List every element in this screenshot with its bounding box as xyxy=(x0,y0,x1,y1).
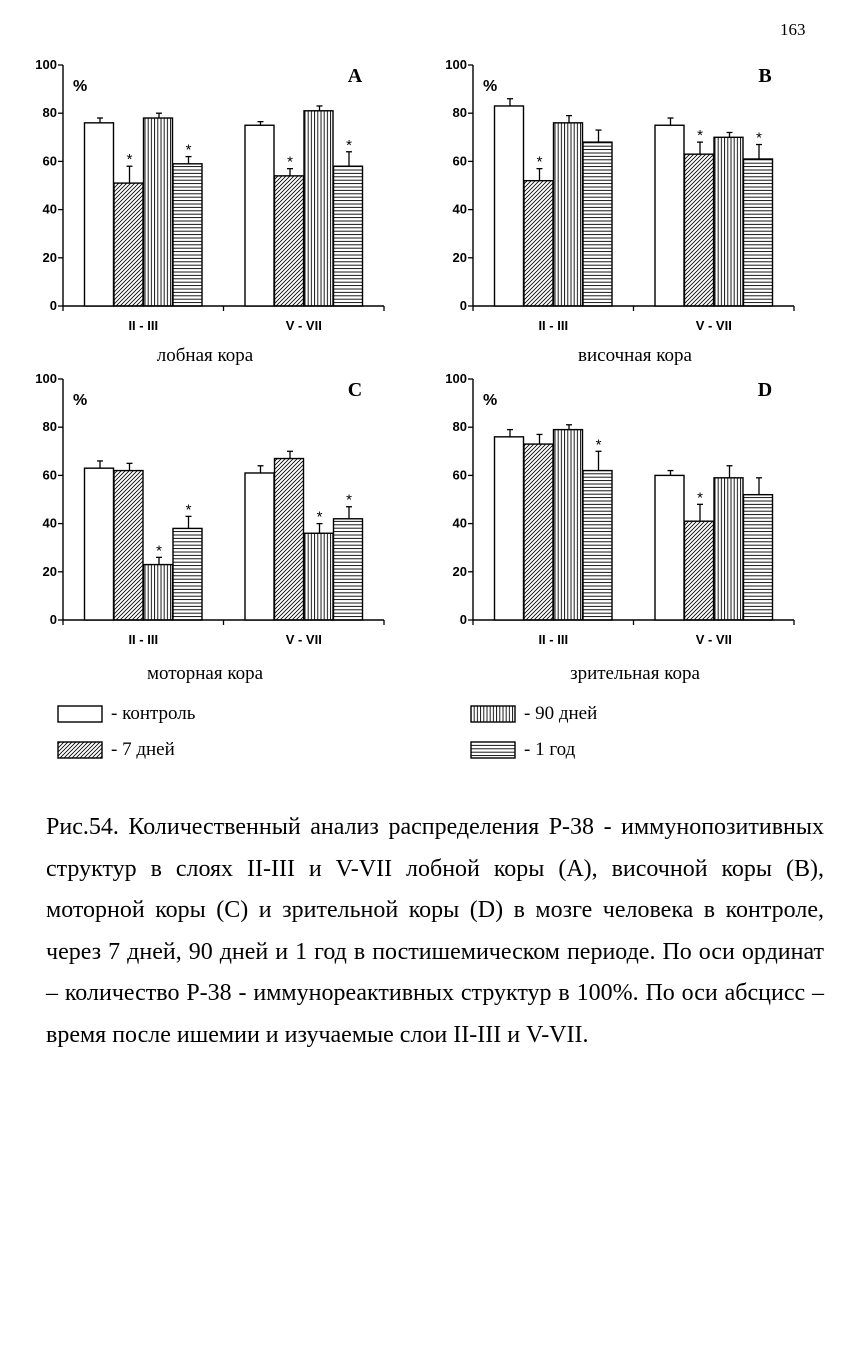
y-tick-label: 100 xyxy=(35,57,57,72)
y-tick-label: 80 xyxy=(452,419,467,435)
y-tick-label: 0 xyxy=(49,298,57,313)
chart-d xyxy=(410,364,810,669)
chart-c-svg xyxy=(0,364,400,664)
y-tick-label: 60 xyxy=(452,153,467,169)
bar-days7 xyxy=(275,176,304,306)
legend-swatch-rect xyxy=(58,742,102,758)
legend-item-90days xyxy=(470,703,597,725)
y-tick-label: 60 xyxy=(452,467,467,483)
y-unit-label: % xyxy=(73,78,88,95)
chart-c-caption: моторная кора xyxy=(146,663,264,684)
bar-year1 xyxy=(744,495,773,620)
bar-year1 xyxy=(583,471,612,620)
y-unit-label: % xyxy=(483,392,498,409)
legend-label-control: - контроль xyxy=(111,703,196,724)
bar-days7 xyxy=(114,183,143,306)
legend-swatch-1year xyxy=(470,741,516,759)
bar-year1 xyxy=(334,166,363,306)
bar-year1 xyxy=(334,519,363,620)
category-label: II - III xyxy=(128,632,159,647)
category-label: V - VII xyxy=(285,632,322,647)
legend-item-control xyxy=(57,703,195,725)
category-label: V - VII xyxy=(695,632,732,647)
significance-star: * xyxy=(536,153,543,171)
chart-c xyxy=(0,364,400,669)
bar-control xyxy=(655,475,684,620)
significance-star: * xyxy=(316,508,323,526)
legend-swatch-rect xyxy=(471,706,515,722)
legend-label-90days: - 90 дней xyxy=(524,703,598,724)
chart-d-caption: зрительная кора xyxy=(570,663,700,684)
chart-a-svg xyxy=(0,50,400,350)
y-tick-label: 100 xyxy=(445,371,467,386)
category-label: II - III xyxy=(128,318,159,333)
bar-days7 xyxy=(275,459,304,620)
legend-item-1year xyxy=(470,739,575,761)
y-tick-label: 20 xyxy=(452,563,467,579)
bar-days90 xyxy=(714,478,743,620)
legend-label-1year: - 1 год xyxy=(524,739,576,760)
bar-days7 xyxy=(524,181,553,306)
bar-days7 xyxy=(114,471,143,620)
y-tick-label: 0 xyxy=(459,612,467,627)
legend-swatch-7days xyxy=(57,741,103,759)
y-tick-label: 40 xyxy=(42,201,57,217)
significance-star: * xyxy=(697,489,703,507)
bar-year1 xyxy=(173,164,202,306)
y-tick-label: 80 xyxy=(42,105,57,121)
bar-days7 xyxy=(685,521,714,620)
panel-label: B xyxy=(758,65,772,87)
chart-b xyxy=(410,50,810,355)
y-tick-label: 40 xyxy=(452,515,467,531)
category-label: II - III xyxy=(538,318,569,333)
legend-swatch-rect xyxy=(471,742,515,758)
bar-control xyxy=(245,125,274,306)
chart-a-caption: лобная кора xyxy=(156,345,254,366)
bar-days90 xyxy=(714,137,743,306)
bar-control xyxy=(245,473,274,620)
bar-control xyxy=(85,468,114,620)
y-tick-label: 80 xyxy=(452,105,467,121)
legend-item-7days xyxy=(57,739,175,761)
panel-label: D xyxy=(757,379,773,401)
chart-b-caption: височная кора xyxy=(578,345,692,366)
significance-star: * xyxy=(156,542,162,560)
y-tick-label: 0 xyxy=(459,298,467,313)
significance-star: * xyxy=(756,129,762,147)
y-unit-label: % xyxy=(73,392,88,409)
significance-star: * xyxy=(595,436,602,454)
y-tick-label: 0 xyxy=(49,612,57,627)
bar-control xyxy=(85,123,114,306)
y-tick-label: 20 xyxy=(42,563,57,579)
chart-b-svg xyxy=(410,50,810,350)
legend-swatch-rect xyxy=(58,706,102,722)
panel-label: C xyxy=(347,379,363,401)
bar-control xyxy=(655,125,684,306)
significance-star: * xyxy=(346,136,352,154)
y-tick-label: 100 xyxy=(445,57,467,72)
category-label: II - III xyxy=(538,632,569,647)
bar-days90 xyxy=(554,123,583,306)
bar-days90 xyxy=(144,565,173,620)
chart-d-svg xyxy=(410,364,810,664)
y-tick-label: 40 xyxy=(452,201,467,217)
bar-year1 xyxy=(744,159,773,306)
y-tick-label: 80 xyxy=(42,419,57,435)
bar-control xyxy=(495,106,524,306)
y-tick-label: 100 xyxy=(35,371,57,386)
page-number: 163 xyxy=(780,20,806,39)
category-label: V - VII xyxy=(695,318,732,333)
figure-caption: Рис.54. Количественный анализ распределения Р-38 - иммунопозитивных структур в слоях II-III и V-VII лобной коры (А), височной коры (В), моторной коры (С) и зрительной коры (D) в мозге человека в контроле, через 7 дней, 90 дней и 1 год в постишемическом периоде. По оси ординат – количество Р-38 - иммунореактивных структур в 100%. По оси абсцисс – время после ишемии и изучаемые слои II-III и V-VII. xyxy=(46,814,824,1048)
significance-star: * xyxy=(126,151,133,169)
bar-days90 xyxy=(144,118,173,306)
significance-star: * xyxy=(697,127,703,145)
y-tick-label: 20 xyxy=(452,249,467,265)
bar-days7 xyxy=(685,154,714,306)
bar-control xyxy=(495,437,524,620)
legend-swatch-control xyxy=(57,705,103,723)
bar-days90 xyxy=(304,111,333,306)
significance-star: * xyxy=(287,153,293,171)
significance-star: * xyxy=(185,141,192,159)
legend-label-7days: - 7 дней xyxy=(111,739,175,760)
significance-star: * xyxy=(346,491,352,509)
y-tick-label: 60 xyxy=(42,153,57,169)
legend-swatch-90days xyxy=(470,705,516,723)
category-label: V - VII xyxy=(285,318,322,333)
y-tick-label: 20 xyxy=(42,249,57,265)
bar-days7 xyxy=(524,444,553,620)
chart-a xyxy=(0,50,400,355)
y-tick-label: 60 xyxy=(42,467,57,483)
panel-label: A xyxy=(347,65,363,87)
y-tick-label: 40 xyxy=(42,515,57,531)
y-unit-label: % xyxy=(483,78,498,95)
bar-days90 xyxy=(304,533,333,620)
bar-year1 xyxy=(173,528,202,620)
bar-days90 xyxy=(554,430,583,620)
bar-year1 xyxy=(583,142,612,306)
significance-star: * xyxy=(185,501,192,519)
